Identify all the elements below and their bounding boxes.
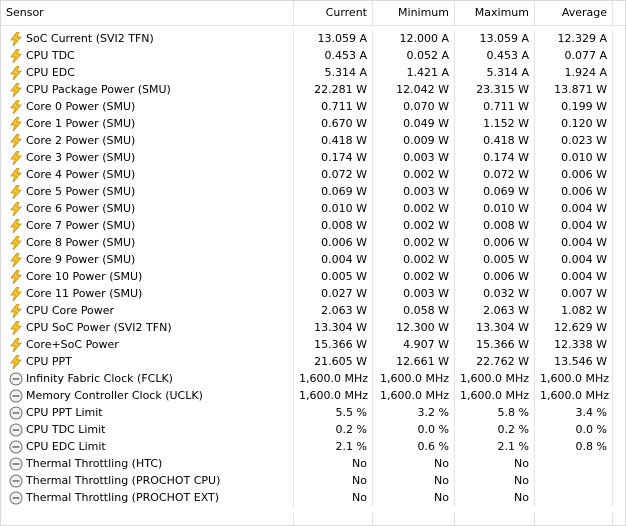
column-header-maximum[interactable]: Maximum <box>455 1 535 25</box>
empty-cell <box>455 512 535 525</box>
minimum-value: 12.661 W <box>373 353 455 370</box>
gauge-icon <box>9 406 23 420</box>
sensor-name: Core 11 Power (SMU) <box>26 287 143 300</box>
minimum-value: No <box>373 472 455 489</box>
maximum-value: 0.453 A <box>455 47 535 64</box>
maximum-value: 0.069 W <box>455 183 535 200</box>
sensor-row[interactable] <box>1 132 625 149</box>
maximum-value: 1,600.0 MHz <box>455 370 535 387</box>
sensor-row[interactable] <box>1 149 625 166</box>
average-value: 13.546 W <box>535 353 613 370</box>
average-value: 13.871 W <box>535 81 613 98</box>
average-value: 1.924 A <box>535 64 613 81</box>
sensor-name: Core 6 Power (SMU) <box>26 202 136 215</box>
lightning-bolt-icon <box>9 355 23 369</box>
sensor-name-cell <box>1 268 294 285</box>
lightning-bolt-icon <box>9 100 23 114</box>
maximum-value: 0.005 W <box>455 251 535 268</box>
average-value: 0.006 W <box>535 183 613 200</box>
gauge-icon <box>9 491 23 505</box>
sensor-name-cell <box>1 115 294 132</box>
sensor-name-cell <box>1 166 294 183</box>
maximum-value: 23.315 W <box>455 81 535 98</box>
minimum-value: 0.002 W <box>373 251 455 268</box>
lightning-bolt-icon <box>9 202 23 216</box>
lightning-bolt-icon <box>9 117 23 131</box>
sensor-name: Core 0 Power (SMU) <box>26 100 136 113</box>
minimum-value: 0.0 % <box>373 421 455 438</box>
sensor-row[interactable] <box>1 183 625 200</box>
minimum-value: 0.003 W <box>373 149 455 166</box>
sensor-name-cell <box>1 302 294 319</box>
sensor-row[interactable] <box>1 81 625 98</box>
minimum-value: 1.421 A <box>373 64 455 81</box>
maximum-value: 0.006 W <box>455 268 535 285</box>
sensor-row[interactable] <box>1 472 625 489</box>
average-value: 1,600.0 MHz <box>535 370 613 387</box>
sensor-row[interactable] <box>1 30 625 47</box>
gauge-icon <box>9 474 23 488</box>
lightning-bolt-icon <box>9 32 23 46</box>
current-value: 0.418 W <box>294 132 373 149</box>
lightning-bolt-icon <box>9 185 23 199</box>
sensor-name-cell <box>1 98 294 115</box>
current-value: 0.027 W <box>294 285 373 302</box>
minimum-value: No <box>373 455 455 472</box>
sensor-row[interactable] <box>1 268 625 285</box>
sensor-row[interactable] <box>1 47 625 64</box>
current-value: 22.281 W <box>294 81 373 98</box>
column-header-minimum[interactable]: Minimum <box>373 1 455 25</box>
minimum-value: 4.907 W <box>373 336 455 353</box>
maximum-value: 0.2 % <box>455 421 535 438</box>
average-value: 0.004 W <box>535 251 613 268</box>
current-value: 0.010 W <box>294 200 373 217</box>
sensor-row[interactable] <box>1 438 625 455</box>
maximum-value: 2.1 % <box>455 438 535 455</box>
lightning-bolt-icon <box>9 253 23 267</box>
sensor-row[interactable] <box>1 336 625 353</box>
lightning-bolt-icon <box>9 66 23 80</box>
sensor-name: CPU TDC Limit <box>26 423 106 436</box>
lightning-bolt-icon <box>9 236 23 250</box>
sensor-name: CPU PPT <box>26 355 72 368</box>
sensor-name-cell <box>1 217 294 234</box>
gauge-icon <box>9 423 23 437</box>
current-value: 0.006 W <box>294 234 373 251</box>
current-value: 0.069 W <box>294 183 373 200</box>
average-value: 1.082 W <box>535 302 613 319</box>
average-value: 0.004 W <box>535 268 613 285</box>
sensor-row[interactable] <box>1 285 625 302</box>
sensor-name-cell <box>1 319 294 336</box>
average-value: 0.004 W <box>535 217 613 234</box>
average-value <box>535 455 613 472</box>
current-value: 1,600.0 MHz <box>294 387 373 404</box>
average-value <box>535 489 613 506</box>
maximum-value: 0.418 W <box>455 132 535 149</box>
lightning-bolt-icon <box>9 134 23 148</box>
maximum-value: No <box>455 489 535 506</box>
lightning-bolt-icon <box>9 270 23 284</box>
minimum-value: 0.049 W <box>373 115 455 132</box>
maximum-value: No <box>455 455 535 472</box>
average-value: 0.007 W <box>535 285 613 302</box>
sensor-name-cell <box>1 30 294 47</box>
sensor-name-cell <box>1 132 294 149</box>
minimum-value: 3.2 % <box>373 404 455 421</box>
average-value: 0.8 % <box>535 438 613 455</box>
sensor-name: Core 3 Power (SMU) <box>26 151 136 164</box>
lightning-bolt-icon <box>9 168 23 182</box>
sensor-row[interactable] <box>1 166 625 183</box>
maximum-value: No <box>455 472 535 489</box>
sensor-name: CPU TDC <box>26 49 75 62</box>
sensor-name: Infinity Fabric Clock (FCLK) <box>26 372 173 385</box>
average-value: 12.629 W <box>535 319 613 336</box>
empty-cell <box>535 512 613 525</box>
minimum-value: 0.052 A <box>373 47 455 64</box>
sensor-name: CPU Core Power <box>26 304 115 317</box>
minimum-value: No <box>373 489 455 506</box>
minimum-value: 0.003 W <box>373 285 455 302</box>
maximum-value: 5.314 A <box>455 64 535 81</box>
current-value: No <box>294 455 373 472</box>
sensor-name: CPU EDC <box>26 66 75 79</box>
sensor-name-cell <box>1 438 294 455</box>
sensor-name-cell <box>1 64 294 81</box>
minimum-value: 12.000 A <box>373 30 455 47</box>
maximum-value: 13.059 A <box>455 30 535 47</box>
column-header-average[interactable]: Average <box>535 1 613 25</box>
maximum-value: 2.063 W <box>455 302 535 319</box>
sensor-name-cell <box>1 472 294 489</box>
maximum-value: 22.762 W <box>455 353 535 370</box>
sensor-name: Core+SoC Power <box>26 338 119 351</box>
sensor-row[interactable] <box>1 319 625 336</box>
sensor-row[interactable] <box>1 302 625 319</box>
average-value: 0.0 % <box>535 421 613 438</box>
lightning-bolt-icon <box>9 83 23 97</box>
sensor-row[interactable] <box>1 370 625 387</box>
minimum-value: 12.300 W <box>373 319 455 336</box>
current-value: 5.314 A <box>294 64 373 81</box>
sensor-name: Memory Controller Clock (UCLK) <box>26 389 203 402</box>
sensor-name-cell <box>1 489 294 506</box>
maximum-value: 15.366 W <box>455 336 535 353</box>
maximum-value: 1,600.0 MHz <box>455 387 535 404</box>
current-value: 0.453 A <box>294 47 373 64</box>
average-value: 0.199 W <box>535 98 613 115</box>
average-value: 0.023 W <box>535 132 613 149</box>
lightning-bolt-icon <box>9 287 23 301</box>
maximum-value: 0.010 W <box>455 200 535 217</box>
gauge-icon <box>9 389 23 403</box>
empty-area <box>1 512 625 525</box>
maximum-value: 5.8 % <box>455 404 535 421</box>
current-value: No <box>294 472 373 489</box>
average-value: 0.077 A <box>535 47 613 64</box>
minimum-value: 12.042 W <box>373 81 455 98</box>
current-value: 0.005 W <box>294 268 373 285</box>
gauge-icon <box>9 372 23 386</box>
sensor-name-cell <box>1 200 294 217</box>
column-header-current[interactable]: Current <box>294 1 373 25</box>
sensor-name: CPU EDC Limit <box>26 440 106 453</box>
sensor-name-cell <box>1 370 294 387</box>
minimum-value: 0.002 W <box>373 166 455 183</box>
current-value: 21.605 W <box>294 353 373 370</box>
lightning-bolt-icon <box>9 49 23 63</box>
sensor-name-cell <box>1 47 294 64</box>
average-value: 12.329 A <box>535 30 613 47</box>
sensor-row[interactable] <box>1 421 625 438</box>
sensor-name: CPU Package Power (SMU) <box>26 83 171 96</box>
current-value: 0.174 W <box>294 149 373 166</box>
minimum-value: 0.009 W <box>373 132 455 149</box>
maximum-value: 1.152 W <box>455 115 535 132</box>
sensor-name-cell <box>1 251 294 268</box>
sensor-name: Core 7 Power (SMU) <box>26 219 136 232</box>
sensor-name: Core 8 Power (SMU) <box>26 236 136 249</box>
sensor-row[interactable] <box>1 387 625 404</box>
sensor-name-cell <box>1 285 294 302</box>
gauge-icon <box>9 457 23 471</box>
maximum-value: 0.006 W <box>455 234 535 251</box>
sensor-name-cell <box>1 81 294 98</box>
lightning-bolt-icon <box>9 219 23 233</box>
empty-cell <box>1 512 294 525</box>
minimum-value: 0.070 W <box>373 98 455 115</box>
average-value: 1,600.0 MHz <box>535 387 613 404</box>
minimum-value: 0.002 W <box>373 217 455 234</box>
average-value: 3.4 % <box>535 404 613 421</box>
sensor-row[interactable] <box>1 404 625 421</box>
lightning-bolt-icon <box>9 151 23 165</box>
current-value: 13.059 A <box>294 30 373 47</box>
sensor-name-cell <box>1 336 294 353</box>
average-value <box>535 472 613 489</box>
current-value: 0.670 W <box>294 115 373 132</box>
minimum-value: 1,600.0 MHz <box>373 370 455 387</box>
maximum-value: 13.304 W <box>455 319 535 336</box>
current-value: 15.366 W <box>294 336 373 353</box>
sensor-name: Core 4 Power (SMU) <box>26 168 136 181</box>
current-value: 13.304 W <box>294 319 373 336</box>
average-value: 12.338 W <box>535 336 613 353</box>
current-value: No <box>294 489 373 506</box>
minimum-value: 0.002 W <box>373 268 455 285</box>
gauge-icon <box>9 440 23 454</box>
minimum-value: 0.6 % <box>373 438 455 455</box>
sensor-list <box>1 30 625 506</box>
sensor-name: Core 5 Power (SMU) <box>26 185 136 198</box>
maximum-value: 0.032 W <box>455 285 535 302</box>
current-value: 5.5 % <box>294 404 373 421</box>
sensor-row[interactable] <box>1 455 625 472</box>
average-value: 0.120 W <box>535 115 613 132</box>
sensor-name-cell <box>1 404 294 421</box>
empty-cell <box>373 512 455 525</box>
sensor-row[interactable] <box>1 115 625 132</box>
minimum-value: 1,600.0 MHz <box>373 387 455 404</box>
sensor-name: CPU SoC Power (SVI2 TFN) <box>26 321 172 334</box>
sensor-name: Core 1 Power (SMU) <box>26 117 136 130</box>
minimum-value: 0.002 W <box>373 200 455 217</box>
sensor-row[interactable] <box>1 98 625 115</box>
current-value: 0.711 W <box>294 98 373 115</box>
sensor-name-cell <box>1 149 294 166</box>
lightning-bolt-icon <box>9 304 23 318</box>
sensor-name-cell <box>1 455 294 472</box>
sensor-row[interactable] <box>1 489 625 506</box>
sensor-name: Core 2 Power (SMU) <box>26 134 136 147</box>
sensor-name: SoC Current (SVI2 TFN) <box>26 32 154 45</box>
sensor-name: Thermal Throttling (PROCHOT EXT) <box>26 491 220 504</box>
sensor-name: CPU PPT Limit <box>26 406 103 419</box>
lightning-bolt-icon <box>9 321 23 335</box>
minimum-value: 0.058 W <box>373 302 455 319</box>
maximum-value: 0.174 W <box>455 149 535 166</box>
sensor-row[interactable] <box>1 64 625 81</box>
current-value: 2.063 W <box>294 302 373 319</box>
sensor-row[interactable] <box>1 251 625 268</box>
empty-cell <box>294 512 373 525</box>
maximum-value: 0.072 W <box>455 166 535 183</box>
column-header-sensor[interactable]: Sensor <box>1 1 294 25</box>
current-value: 0.2 % <box>294 421 373 438</box>
sensor-name-cell <box>1 234 294 251</box>
lightning-bolt-icon <box>9 338 23 352</box>
minimum-value: 0.003 W <box>373 183 455 200</box>
current-value: 2.1 % <box>294 438 373 455</box>
maximum-value: 0.711 W <box>455 98 535 115</box>
sensor-name: Thermal Throttling (HTC) <box>26 457 163 470</box>
sensor-name-cell <box>1 183 294 200</box>
minimum-value: 0.002 W <box>373 234 455 251</box>
current-value: 0.004 W <box>294 251 373 268</box>
average-value: 0.006 W <box>535 166 613 183</box>
sensor-name-cell <box>1 353 294 370</box>
sensor-row[interactable] <box>1 200 625 217</box>
sensor-name: Core 10 Power (SMU) <box>26 270 143 283</box>
current-value: 0.008 W <box>294 217 373 234</box>
average-value: 0.004 W <box>535 200 613 217</box>
sensor-row[interactable] <box>1 217 625 234</box>
maximum-value: 0.008 W <box>455 217 535 234</box>
sensor-name: Thermal Throttling (PROCHOT CPU) <box>26 474 221 487</box>
current-value: 0.072 W <box>294 166 373 183</box>
average-value: 0.010 W <box>535 149 613 166</box>
sensor-row[interactable] <box>1 234 625 251</box>
column-header <box>1 1 625 26</box>
sensor-name: Core 9 Power (SMU) <box>26 253 136 266</box>
average-value: 0.004 W <box>535 234 613 251</box>
sensor-row[interactable] <box>1 353 625 370</box>
sensor-name-cell <box>1 387 294 404</box>
current-value: 1,600.0 MHz <box>294 370 373 387</box>
sensor-name-cell <box>1 421 294 438</box>
